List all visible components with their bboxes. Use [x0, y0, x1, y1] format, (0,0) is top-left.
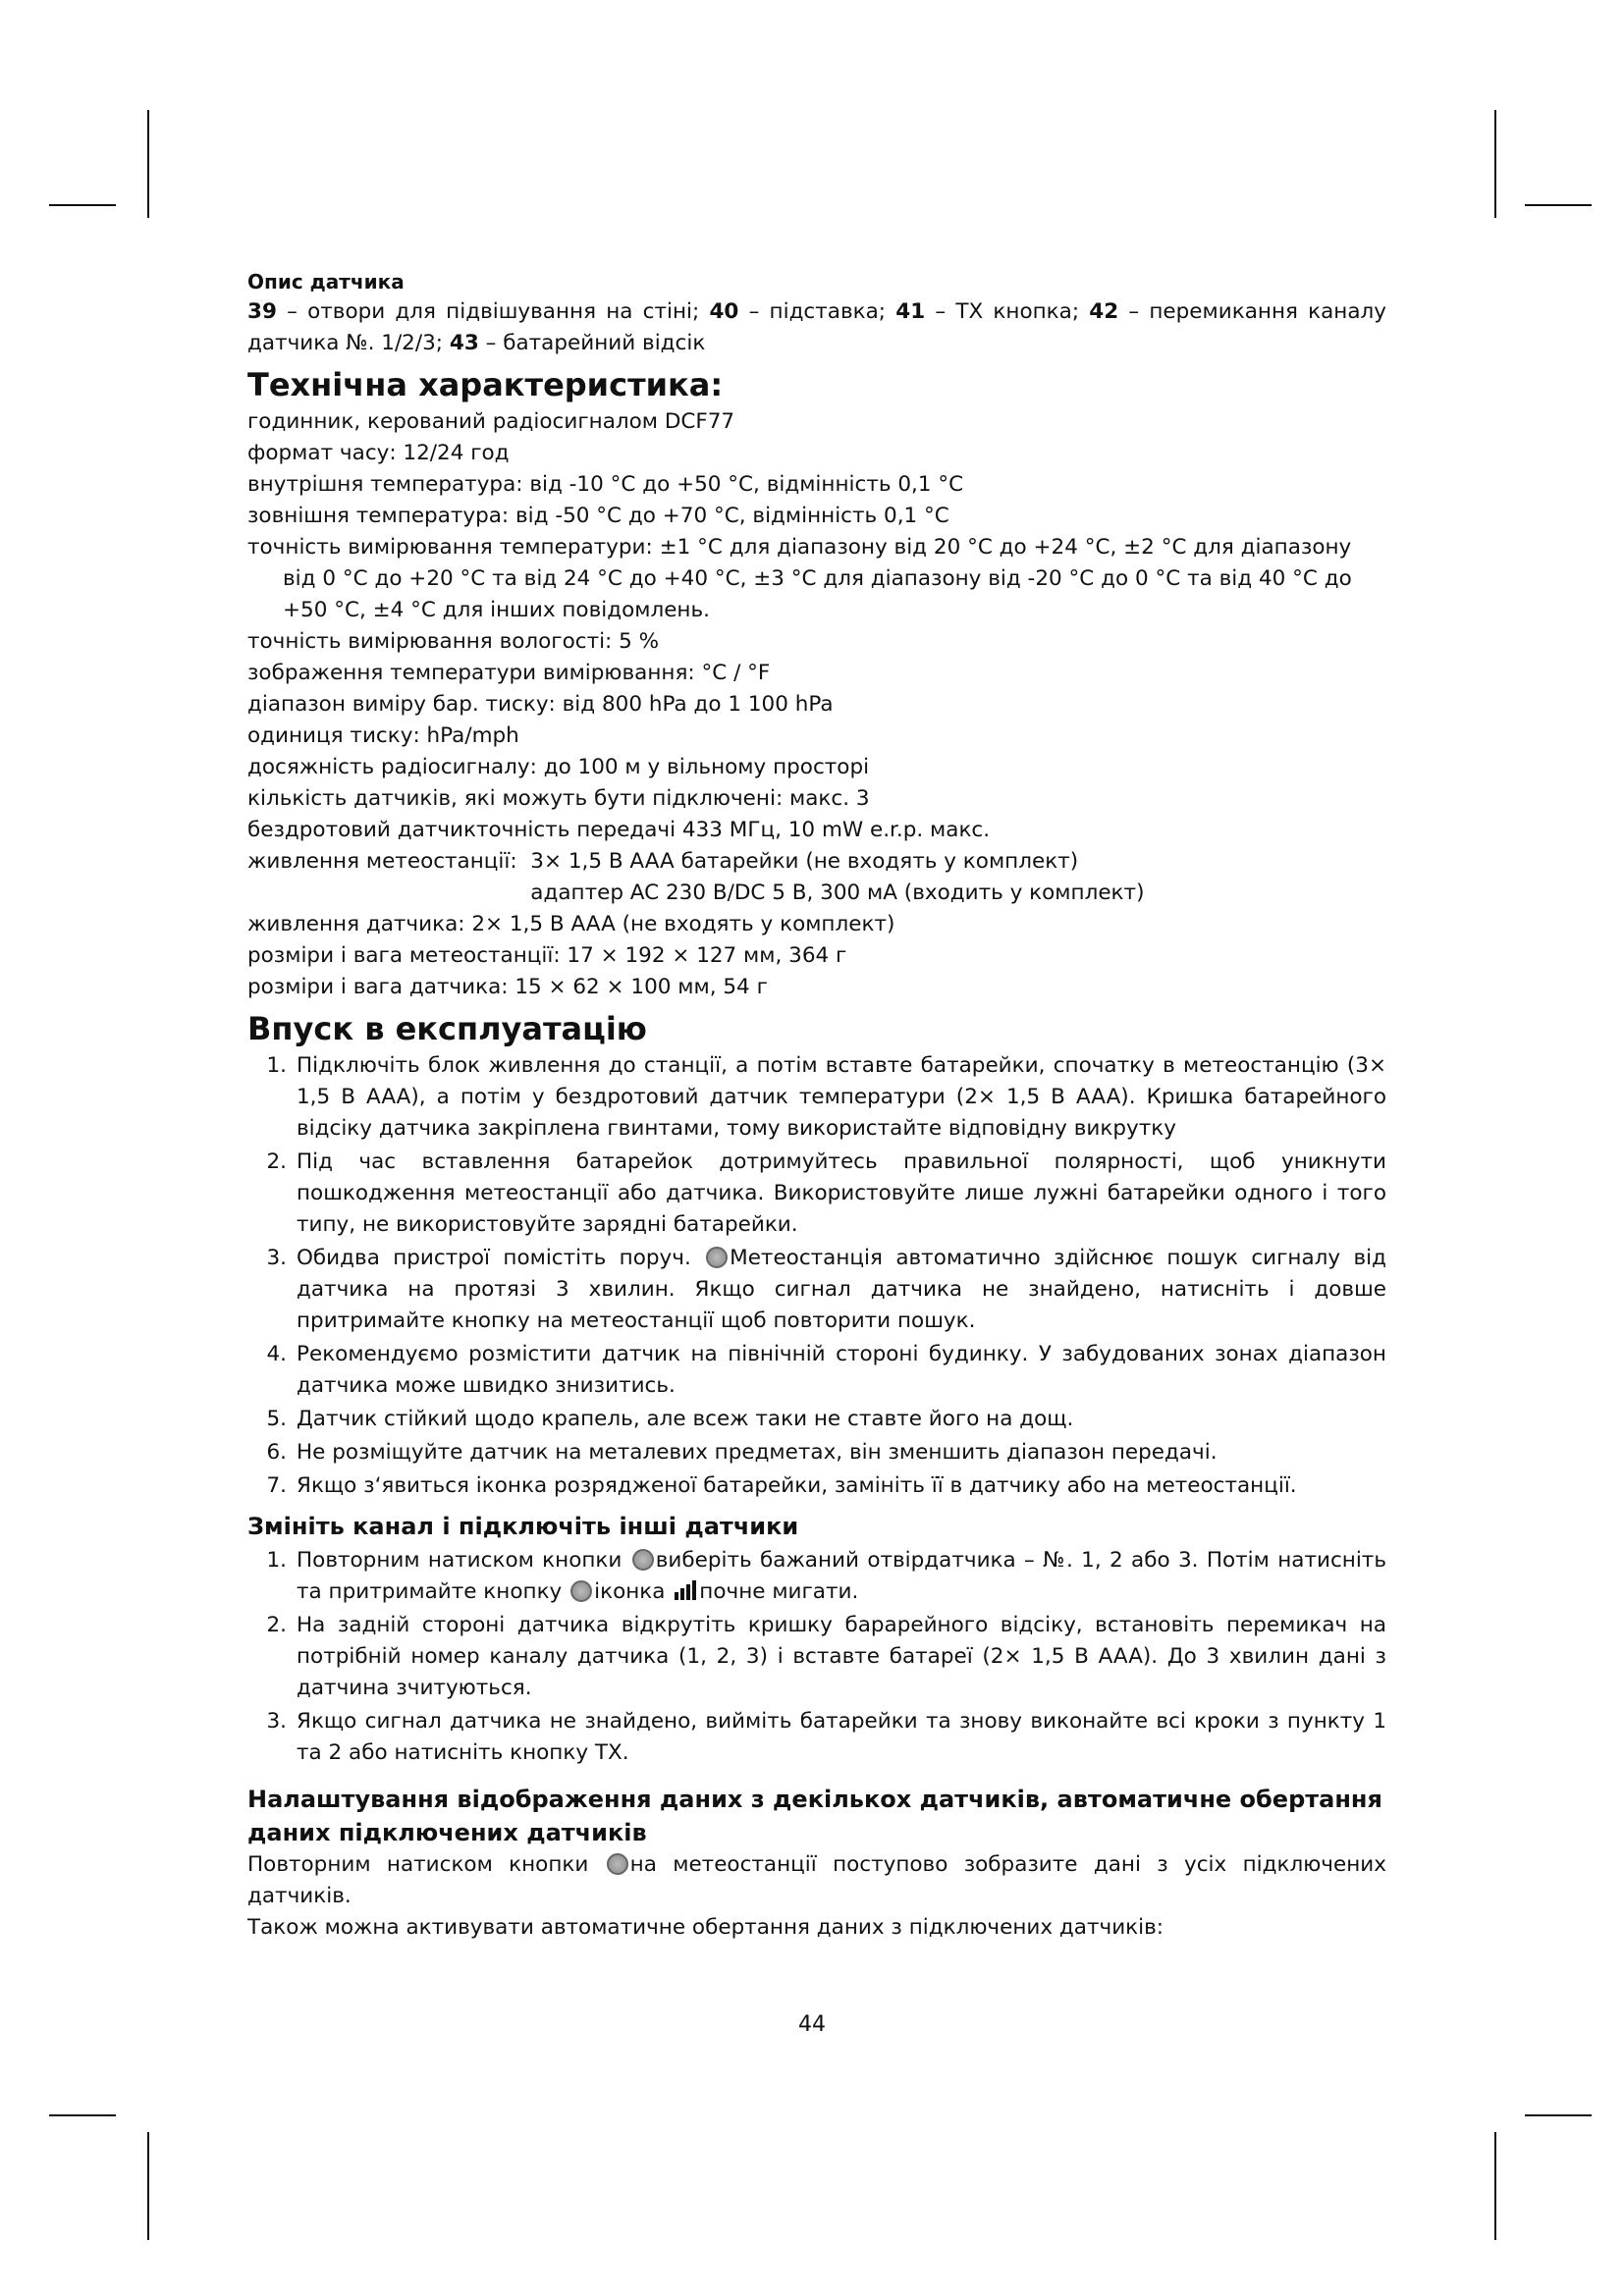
sensor-description-text	[247, 296, 1386, 359]
specs-list	[247, 406, 1386, 1003]
list-text-part: іконка	[594, 1579, 673, 1604]
part-number: 39	[247, 299, 277, 324]
list-number: 2.	[266, 1613, 287, 1637]
list-item	[247, 1050, 1386, 1145]
button-icon	[570, 1580, 592, 1602]
list-item	[247, 1706, 1386, 1769]
crop-mark-bottom-left-vertical	[147, 2132, 149, 2240]
list-text: Датчик стійкий щодо крапель, але всеж таки не ставте його на дощ.	[297, 1407, 1074, 1431]
list-item	[247, 1404, 1386, 1435]
list-text	[297, 1243, 1386, 1337]
page-number: 44	[798, 2012, 826, 2037]
list-number: 6.	[266, 1440, 287, 1465]
part-number: 43	[449, 331, 479, 355]
spec-item: одиниця тиску: hPa/mph	[247, 723, 519, 748]
crop-mark-top-left-vertical	[147, 110, 149, 218]
list-item	[247, 1147, 1386, 1241]
startup-list	[247, 1050, 1386, 1502]
spec-item: внутрішня температура: від -10 °C до +50 °C, відмінність 0,1 °C	[247, 472, 964, 497]
crop-mark-top-right-vertical	[1494, 110, 1496, 218]
spec-item: розміри і вага метеостанції: 17 × 192 × 127 мм, 364 г	[247, 943, 847, 968]
part-desc: – перемикання каналу датчика №. 1/2/3;	[247, 299, 1386, 355]
crop-mark-bottom-right-vertical	[1494, 2132, 1496, 2240]
list-text: Не розміщуйте датчик на металевих предметах, він зменшить діапазон передачі.	[297, 1440, 1218, 1465]
spec-item: досяжність радіосигналу: до 100 м у вільному просторі	[247, 755, 870, 779]
button-icon	[632, 1549, 654, 1571]
sensor-description-heading: Опис датчика	[247, 270, 405, 294]
crop-mark-top-right-horizontal	[1525, 204, 1592, 206]
station-power-batteries: 3× 1,5 В AAA батарейки (не входять у комплект)	[530, 849, 1079, 874]
list-text: Під час вставлення батарейок дотримуйтесь правильної полярності, щоб уникнути пошкодження метеостанції або датчика. Використовуйте лише лужні батарейки одного і того типу, не використовуйте зарядні батарейки.	[297, 1149, 1386, 1237]
spec-item: точність вимірювання вологості: 5 %	[247, 629, 660, 654]
crop-mark-bottom-left-horizontal	[49, 2114, 116, 2116]
signal-strength-icon	[674, 1578, 697, 1602]
channel-list	[247, 1545, 1386, 1769]
button-icon	[607, 1853, 628, 1875]
list-text-part: почне мигати.	[699, 1579, 859, 1604]
list-text-part: Метеостанція автоматично здійснює пошук сигналу від датчика на протязі 3 хвилин. Якщо сигнал датчика не знайдено, натисніть і довше притримайте кнопку на метеостанції щоб повторити пошук.	[297, 1246, 1386, 1333]
list-text-part: Обидва пристрої помістіть поруч.	[297, 1246, 705, 1270]
spec-item: формат часу: 12/24 год	[247, 441, 510, 465]
station-power-label: живлення метеостанції:	[247, 849, 531, 874]
list-text: Якщо сигнал датчика не знайдено, вийміть батарейки та знову виконайте всі кроки з пункту 1 та 2 або натисніть кнопку TX.	[297, 1709, 1386, 1765]
list-text: Рекомендуємо розмістити датчик на північній стороні будинку. У забудованих зонах діапазон датчика може швидко знизитись.	[297, 1342, 1386, 1398]
part-number: 41	[895, 299, 926, 324]
paragraph-text-part: на метеостанції поступово зобразите дані з усіх підключених датчиків.	[247, 1852, 1386, 1908]
list-number: 3.	[266, 1246, 287, 1270]
startup-heading: Впуск в експлуатацію	[247, 1010, 647, 1047]
part-desc: – TX кнопка;	[925, 299, 1090, 324]
specs-heading: Технічна характеристика:	[247, 366, 724, 403]
spec-item: живлення датчика: 2× 1,5 В AAA (не входять у комплект)	[247, 912, 895, 936]
list-number: 2.	[266, 1149, 287, 1174]
list-number: 5.	[266, 1407, 287, 1431]
display-paragraph	[247, 1849, 1386, 1912]
list-item	[247, 1545, 1386, 1608]
list-text-part: виберіть бажаний отвірдатчика – №. 1, 2 або 3. Потім натисніть та притримайте кнопку	[297, 1548, 1386, 1604]
list-item	[247, 1243, 1386, 1337]
spec-item: діапазон виміру бар. тиску: від 800 hPa до 1 100 hPa	[247, 692, 834, 717]
display-heading: Налаштування відображення даних з декількох датчиків, автоматичне обертання даних підключених датчиків	[247, 1786, 1382, 1846]
spec-item: розміри і вага датчика: 15 × 62 × 100 мм, 54 г	[247, 975, 768, 999]
part-desc: – отвори для підвішування на стіні;	[276, 299, 710, 324]
station-power-values	[530, 846, 1144, 909]
list-number: 7.	[266, 1473, 287, 1498]
list-text-part: Повторним натиском кнопки	[297, 1548, 630, 1573]
channel-heading: Змініть канал і підключіть інші датчики	[247, 1513, 799, 1540]
list-number: 1.	[266, 1053, 287, 1078]
list-text: На задній стороні датчика відкрутіть кришку барарейного відсіку, встановіть перемикач на потрібній номер каналу датчика (1, 2, 3) і вставте батареї (2× 1,5 В AAA). До 3 хвилин дані з датчина зчитуються.	[297, 1613, 1386, 1700]
list-number: 4.	[266, 1342, 287, 1366]
crop-mark-top-left-horizontal	[49, 204, 116, 206]
spec-item: зовнішня температура: від -50 °C до +70 °C, відмінність 0,1 °C	[247, 504, 949, 528]
page-content	[247, 267, 1386, 1944]
list-number: 1.	[266, 1548, 287, 1573]
spec-item: точність вимірювання температури: ±1 °C для діапазону від 20 °C до +24 °C, ±2 °C для діапазону від 0 °C до +20 °C та від 24 °C до +40 °C, ±3 °C для діапазону від -20 °C до 0 °C та від 40 °C до +50 °C, ±4 °C для інших повідомлень.	[247, 535, 1352, 622]
part-desc: – підставка;	[738, 299, 896, 324]
list-item	[247, 1470, 1386, 1502]
spec-item: кількість датчиків, які можуть бути підключені: макс. 3	[247, 786, 870, 811]
list-text	[297, 1545, 1386, 1608]
list-item	[247, 1610, 1386, 1704]
spec-item-station-power	[247, 846, 1386, 909]
part-number: 42	[1089, 299, 1119, 324]
list-item	[247, 1437, 1386, 1468]
spec-item: годинник, керований радіосигналом DCF77	[247, 409, 735, 434]
list-item	[247, 1339, 1386, 1402]
spec-item: зображення температури вимірювання: °C / °F	[247, 661, 771, 685]
list-number: 3.	[266, 1709, 287, 1734]
list-text: Підключіть блок живлення до станції, а потім вставте батарейки, спочатку в метеостанцію (3× 1,5 В AAA), а потім у бездротовий датчик температури (2× 1,5 В AAA). Кришка батарейного відсіку датчика закріплена гвинтами, тому використайте відповідну викрутку	[297, 1053, 1386, 1141]
part-desc: – батарейний відсік	[478, 331, 706, 355]
station-power-adapter: адаптер AC 230 В/DC 5 В, 300 мА (входить у комплект)	[530, 881, 1145, 905]
paragraph-text-part: Повторним натиском кнопки	[247, 1852, 605, 1877]
part-number: 40	[709, 299, 739, 324]
crop-mark-bottom-right-horizontal	[1525, 2114, 1592, 2116]
button-icon	[706, 1247, 728, 1268]
display-paragraph-2: Також можна активувати автоматичне обертання даних з підключених датчиків:	[247, 1915, 1164, 1940]
spec-item: бездротовий датчикточність передачі 433 МГц, 10 mW e.r.p. макс.	[247, 818, 991, 842]
list-text: Якщо з‘явиться іконка розрядженої батарейки, замініть її в датчику або на метеостанції.	[297, 1473, 1297, 1498]
